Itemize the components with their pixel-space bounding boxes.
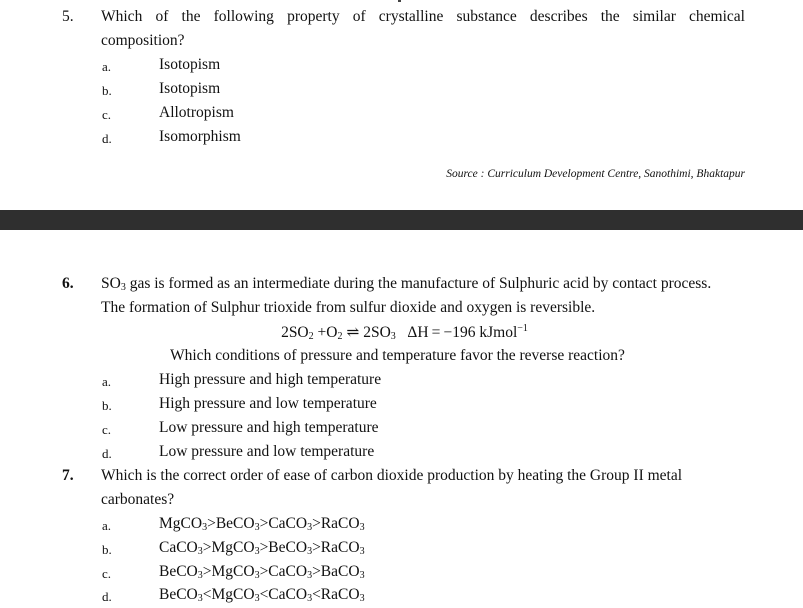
q7-option-d-text: BeCO$_3$<MgCO$_3$<CaCO$_3$<RaCO$_3$ <box>159 586 365 604</box>
q5-option-d-letter: d. <box>102 131 112 146</box>
question-7-number: 7. <box>62 467 74 484</box>
q7-option-c-text: BeCO$_3$>MgCO$_3$>CaCO$_3$>BaCO$_3$ <box>159 563 365 581</box>
q7-option-b-letter: b. <box>102 542 112 557</box>
question-6-prompt: Which conditions of pressure and temperature favor the reverse reaction? <box>170 347 625 364</box>
question-5-text-line2: composition? <box>101 32 185 49</box>
q5-option-d-text: Isomorphism <box>159 128 241 145</box>
equilibrium-equation: $2SO_2 +O_2$ ⇌ $2SO_3$ ΔH = −196 kJmol$^{-1}$ <box>281 323 528 342</box>
q6-option-d-letter: d. <box>102 446 112 461</box>
q7-option-a-text: MgCO$_3$>BeCO$_3$>CaCO$_3$>RaCO$_3$ <box>159 515 365 533</box>
q5-option-a-text: Isotopism <box>159 56 221 73</box>
q5-option-b-text: Isotopism <box>159 80 221 97</box>
page-separator-band <box>0 210 803 230</box>
q7-option-d-letter: d. <box>102 589 112 604</box>
q5-option-b-letter: b. <box>102 83 112 98</box>
q5-option-c-letter: c. <box>102 107 112 122</box>
q7-option-a-letter: a. <box>102 518 112 533</box>
question-7-text-line2: carbonates? <box>101 491 175 508</box>
q6-option-b-text: High pressure and low temperature <box>159 395 377 412</box>
question-5-text-line1: Which of the following property of crystalline substance describes the similar chemical <box>101 8 745 25</box>
question-7-text-line1: Which is the correct order of ease of carbon dioxide production by heating the Group II metal <box>101 467 683 484</box>
q6-option-c-text: Low pressure and high temperature <box>159 419 379 436</box>
q7-option-c-letter: c. <box>102 566 112 581</box>
page-edge-mark <box>398 0 401 2</box>
q6-option-b-letter: b. <box>102 398 112 413</box>
q6-option-a-text: High pressure and high temperature <box>159 371 382 388</box>
question-6-text-line2: The formation of Sulphur trioxide from sulfur dioxide and oxygen is reversible. <box>101 299 596 316</box>
question-6-number: 6. <box>62 275 74 292</box>
question-5-number: 5. <box>62 8 74 25</box>
source-citation: Source : Curriculum Development Centre, Sanothimi, Bhaktapur <box>446 168 745 180</box>
question-6-text-line1: $SO_3$ gas is formed as an intermediate during the manufacture of Sulphuric acid by contact process. <box>101 275 712 293</box>
q6-option-c-letter: c. <box>102 422 112 437</box>
q7-option-b-text: CaCO$_3$>MgCO$_3$>BeCO$_3$>RaCO$_3$ <box>159 539 365 557</box>
q6-option-d-text: Low pressure and low temperature <box>159 443 375 460</box>
q6-option-a-letter: a. <box>102 374 112 389</box>
q5-option-c-text: Allotropism <box>159 104 234 121</box>
q5-option-a-letter: a. <box>102 59 112 74</box>
